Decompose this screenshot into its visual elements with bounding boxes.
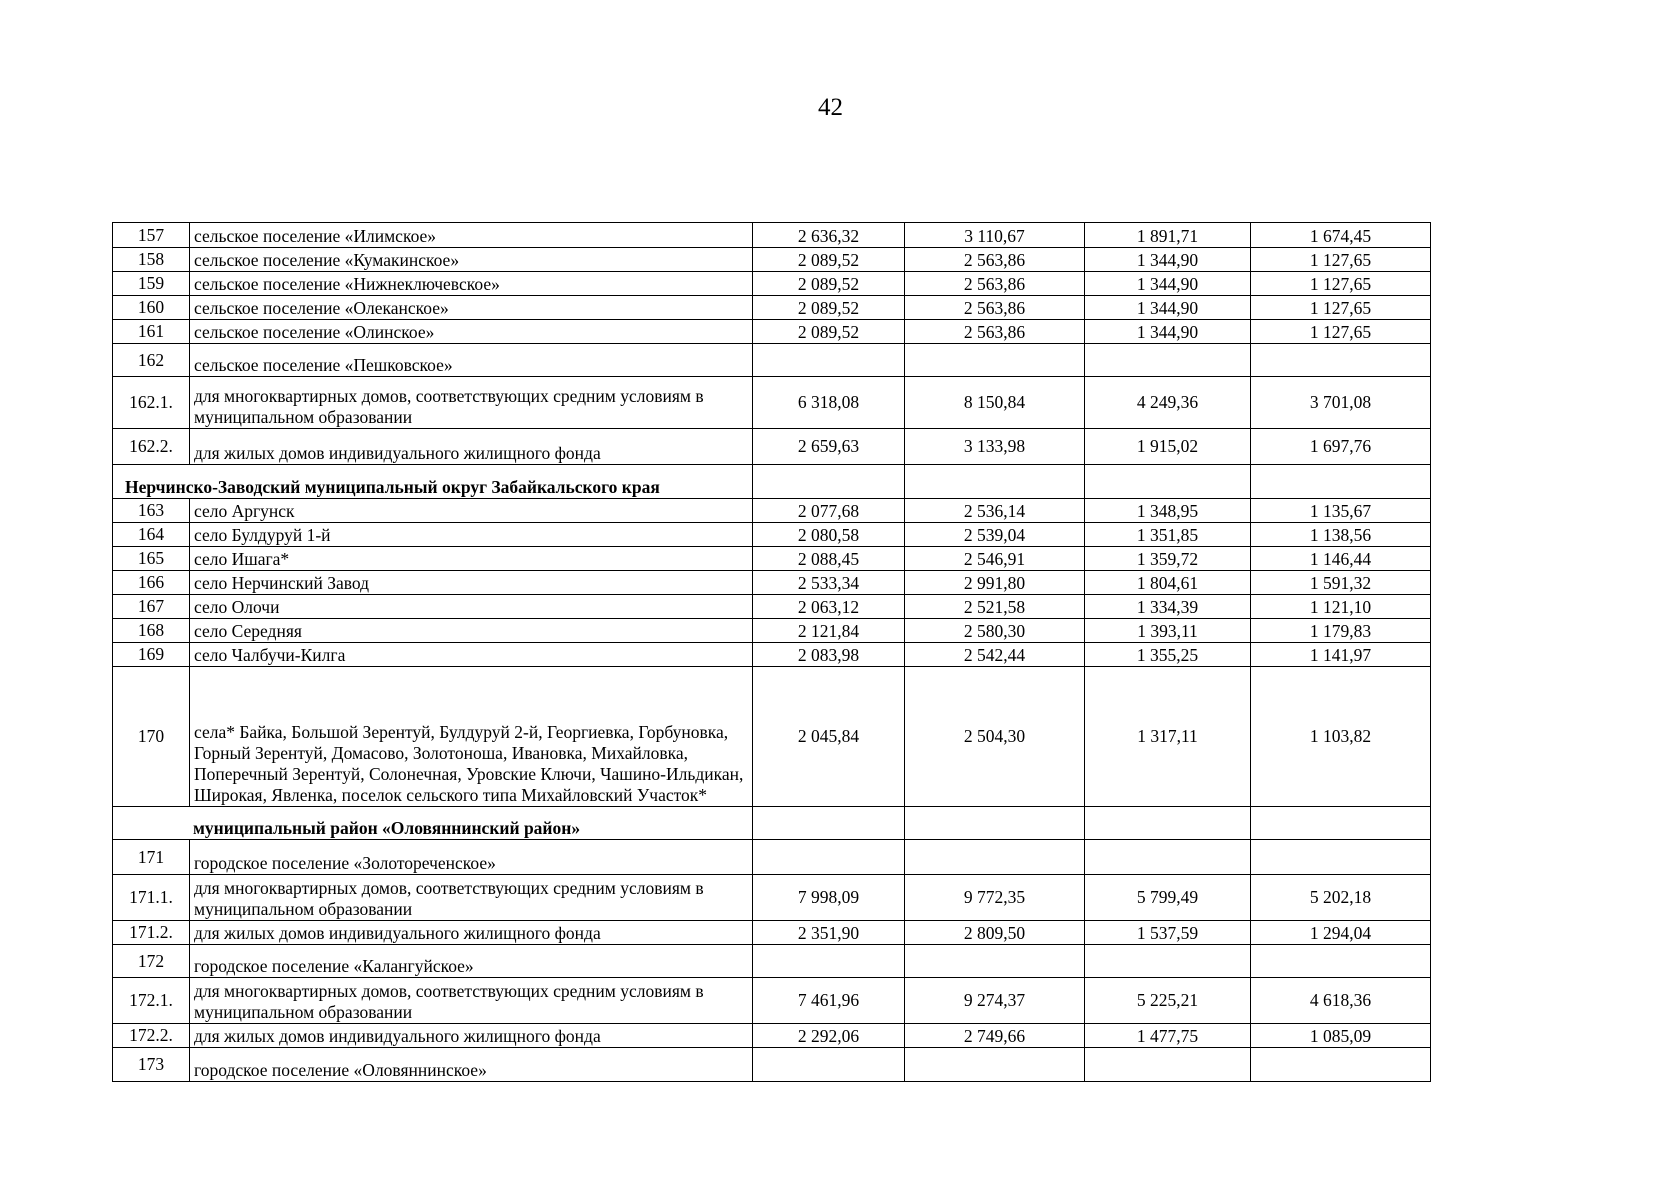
value-cell-1: 2 045,84 — [753, 667, 905, 807]
value-cell-1 — [753, 840, 905, 875]
value-cell-1: 6 318,08 — [753, 377, 905, 429]
empty-cell — [753, 807, 905, 840]
value-cell-1: 2 292,06 — [753, 1024, 905, 1048]
row-number: 159 — [113, 272, 190, 296]
empty-cell — [1251, 465, 1431, 499]
table-row — [113, 595, 1431, 619]
table-row — [113, 643, 1431, 667]
empty-cell — [1251, 807, 1431, 840]
value-cell-2: 9 274,37 — [905, 978, 1085, 1024]
settlement-name: для многоквартирных домов, соответствующих средним условиям в муниципальном образовании — [190, 978, 753, 1024]
empty-cell — [1085, 465, 1251, 499]
row-number: 172.1. — [113, 978, 190, 1024]
row-number: 161 — [113, 320, 190, 344]
row-number: 167 — [113, 595, 190, 619]
empty-cell — [905, 807, 1085, 840]
row-number: 171.2. — [113, 921, 190, 945]
value-cell-2: 2 563,86 — [905, 320, 1085, 344]
table-row — [113, 429, 1431, 465]
value-cell-3: 1 344,90 — [1085, 272, 1251, 296]
value-cell-1: 2 080,58 — [753, 523, 905, 547]
table-row — [113, 296, 1431, 320]
value-cell-3: 1 334,39 — [1085, 595, 1251, 619]
section-title: муниципальный район «Оловяннинский район» — [113, 807, 753, 840]
value-cell-4: 1 085,09 — [1251, 1024, 1431, 1048]
value-cell-2: 2 539,04 — [905, 523, 1085, 547]
value-cell-3: 1 393,11 — [1085, 619, 1251, 643]
value-cell-2: 2 546,91 — [905, 547, 1085, 571]
settlement-name: село Ишага* — [190, 547, 753, 571]
row-number: 168 — [113, 619, 190, 643]
table-row — [113, 1024, 1431, 1048]
row-number: 162 — [113, 344, 190, 377]
value-cell-2 — [905, 1048, 1085, 1082]
empty-cell — [753, 465, 905, 499]
value-cell-2 — [905, 344, 1085, 377]
tariff-table — [112, 222, 1431, 1082]
settlement-name: село Аргунск — [190, 499, 753, 523]
table-row — [113, 875, 1431, 921]
row-number: 165 — [113, 547, 190, 571]
table-row — [113, 667, 1431, 807]
settlement-name: село Булдуруй 1-й — [190, 523, 753, 547]
row-number: 173 — [113, 1048, 190, 1082]
value-cell-2: 9 772,35 — [905, 875, 1085, 921]
table-row — [113, 840, 1431, 875]
value-cell-3 — [1085, 1048, 1251, 1082]
value-cell-2: 2 809,50 — [905, 921, 1085, 945]
settlement-name: села* Байка, Большой Зерентуй, Булдуруй 2-й, Георгиевка, Горбуновка, Горный Зерентуй, Домасово, Золотоноша, Ивановка, Михайловка, Поперечный Зерентуй, Солонечная, Уровские Ключи, Чашино-Ильдикан, Широкая, Явленка, поселок сельского типа Михайловский Участок* — [190, 667, 753, 807]
value-cell-4 — [1251, 344, 1431, 377]
table-row — [113, 571, 1431, 595]
value-cell-3: 1 915,02 — [1085, 429, 1251, 465]
value-cell-2 — [905, 945, 1085, 978]
table-row — [113, 272, 1431, 296]
value-cell-3: 4 249,36 — [1085, 377, 1251, 429]
table-row — [113, 547, 1431, 571]
table-row — [113, 945, 1431, 978]
row-number: 158 — [113, 248, 190, 272]
row-number: 157 — [113, 223, 190, 248]
row-number: 163 — [113, 499, 190, 523]
value-cell-1: 7 461,96 — [753, 978, 905, 1024]
value-cell-3: 1 355,25 — [1085, 643, 1251, 667]
row-number: 171 — [113, 840, 190, 875]
value-cell-2: 3 110,67 — [905, 223, 1085, 248]
row-number: 164 — [113, 523, 190, 547]
settlement-name: для жилых домов индивидуального жилищного фонда — [190, 429, 753, 465]
value-cell-4: 1 179,83 — [1251, 619, 1431, 643]
value-cell-1: 2 121,84 — [753, 619, 905, 643]
settlement-name: для жилых домов индивидуального жилищного фонда — [190, 1024, 753, 1048]
value-cell-4: 1 127,65 — [1251, 320, 1431, 344]
section-title: Нерчинско-Заводский муниципальный округ Забайкальского края — [113, 465, 753, 499]
value-cell-2: 2 563,86 — [905, 248, 1085, 272]
value-cell-1: 2 089,52 — [753, 320, 905, 344]
row-number: 160 — [113, 296, 190, 320]
page-number: 42 — [818, 94, 843, 121]
value-cell-3: 1 351,85 — [1085, 523, 1251, 547]
table-row — [113, 978, 1431, 1024]
value-cell-4: 1 103,82 — [1251, 667, 1431, 807]
value-cell-4: 1 121,10 — [1251, 595, 1431, 619]
value-cell-1 — [753, 945, 905, 978]
value-cell-4: 1 127,65 — [1251, 296, 1431, 320]
value-cell-1: 2 089,52 — [753, 296, 905, 320]
value-cell-2: 2 504,30 — [905, 667, 1085, 807]
value-cell-3: 1 348,95 — [1085, 499, 1251, 523]
settlement-name: село Середняя — [190, 619, 753, 643]
value-cell-1: 2 636,32 — [753, 223, 905, 248]
value-cell-1: 2 088,45 — [753, 547, 905, 571]
value-cell-2: 3 133,98 — [905, 429, 1085, 465]
row-number: 169 — [113, 643, 190, 667]
value-cell-1: 2 089,52 — [753, 272, 905, 296]
table-row — [113, 248, 1431, 272]
row-number: 166 — [113, 571, 190, 595]
table-row — [113, 499, 1431, 523]
value-cell-2: 2 580,30 — [905, 619, 1085, 643]
value-cell-3: 5 799,49 — [1085, 875, 1251, 921]
settlement-name: городское поселение «Оловяннинское» — [190, 1048, 753, 1082]
value-cell-3: 5 225,21 — [1085, 978, 1251, 1024]
value-cell-3: 1 477,75 — [1085, 1024, 1251, 1048]
value-cell-1: 2 089,52 — [753, 248, 905, 272]
value-cell-3: 1 317,11 — [1085, 667, 1251, 807]
value-cell-3: 1 344,90 — [1085, 248, 1251, 272]
value-cell-4: 1 127,65 — [1251, 272, 1431, 296]
settlement-name: село Нерчинский Завод — [190, 571, 753, 595]
value-cell-1: 2 077,68 — [753, 499, 905, 523]
row-number: 172.2. — [113, 1024, 190, 1048]
table-row — [113, 377, 1431, 429]
value-cell-4: 1 697,76 — [1251, 429, 1431, 465]
value-cell-3 — [1085, 344, 1251, 377]
value-cell-3: 1 344,90 — [1085, 320, 1251, 344]
empty-cell — [905, 465, 1085, 499]
value-cell-2: 2 563,86 — [905, 272, 1085, 296]
settlement-name: сельское поселение «Олеканское» — [190, 296, 753, 320]
settlement-name: сельское поселение «Кумакинское» — [190, 248, 753, 272]
value-cell-3: 1 891,71 — [1085, 223, 1251, 248]
value-cell-4: 1 135,67 — [1251, 499, 1431, 523]
row-number: 162.1. — [113, 377, 190, 429]
value-cell-1: 2 063,12 — [753, 595, 905, 619]
value-cell-2 — [905, 840, 1085, 875]
value-cell-4 — [1251, 945, 1431, 978]
value-cell-2: 2 521,58 — [905, 595, 1085, 619]
value-cell-2: 2 536,14 — [905, 499, 1085, 523]
value-cell-2: 2 563,86 — [905, 296, 1085, 320]
value-cell-4: 5 202,18 — [1251, 875, 1431, 921]
value-cell-3: 1 804,61 — [1085, 571, 1251, 595]
value-cell-4: 4 618,36 — [1251, 978, 1431, 1024]
settlement-name: сельское поселение «Пешковское» — [190, 344, 753, 377]
value-cell-2: 8 150,84 — [905, 377, 1085, 429]
value-cell-4: 3 701,08 — [1251, 377, 1431, 429]
settlement-name: для многоквартирных домов, соответствующих средним условиям в муниципальном образовании — [190, 875, 753, 921]
table-row — [113, 619, 1431, 643]
value-cell-4: 1 591,32 — [1251, 571, 1431, 595]
table-row — [113, 1048, 1431, 1082]
value-cell-1: 2 351,90 — [753, 921, 905, 945]
value-cell-3 — [1085, 840, 1251, 875]
settlement-name: сельское поселение «Илимское» — [190, 223, 753, 248]
settlement-name: городское поселение «Золотореченское» — [190, 840, 753, 875]
value-cell-4: 1 127,65 — [1251, 248, 1431, 272]
row-number: 172 — [113, 945, 190, 978]
table-row — [113, 344, 1431, 377]
value-cell-3: 1 344,90 — [1085, 296, 1251, 320]
empty-cell — [1085, 807, 1251, 840]
value-cell-4: 1 146,44 — [1251, 547, 1431, 571]
row-number: 170 — [113, 667, 190, 807]
section-header-row — [113, 465, 1431, 499]
value-cell-4: 1 294,04 — [1251, 921, 1431, 945]
value-cell-4 — [1251, 840, 1431, 875]
value-cell-4: 1 141,97 — [1251, 643, 1431, 667]
value-cell-4 — [1251, 1048, 1431, 1082]
table-row — [113, 320, 1431, 344]
settlement-name: село Олочи — [190, 595, 753, 619]
value-cell-3: 1 537,59 — [1085, 921, 1251, 945]
value-cell-1: 2 659,63 — [753, 429, 905, 465]
row-number: 171.1. — [113, 875, 190, 921]
row-number: 162.2. — [113, 429, 190, 465]
settlement-name: сельское поселение «Олинское» — [190, 320, 753, 344]
settlement-name: сельское поселение «Нижнеключевское» — [190, 272, 753, 296]
value-cell-3 — [1085, 945, 1251, 978]
value-cell-2: 2 542,44 — [905, 643, 1085, 667]
value-cell-1 — [753, 344, 905, 377]
value-cell-1: 2 083,98 — [753, 643, 905, 667]
table-row — [113, 223, 1431, 248]
table-row — [113, 523, 1431, 547]
value-cell-1 — [753, 1048, 905, 1082]
value-cell-1: 7 998,09 — [753, 875, 905, 921]
value-cell-4: 1 138,56 — [1251, 523, 1431, 547]
settlement-name: село Чалбучи-Килга — [190, 643, 753, 667]
table-row — [113, 921, 1431, 945]
value-cell-2: 2 991,80 — [905, 571, 1085, 595]
section-header-row — [113, 807, 1431, 840]
settlement-name: городское поселение «Калангуйское» — [190, 945, 753, 978]
value-cell-2: 2 749,66 — [905, 1024, 1085, 1048]
value-cell-1: 2 533,34 — [753, 571, 905, 595]
settlement-name: для многоквартирных домов, соответствующих средним условиям в муниципальном образовании — [190, 377, 753, 429]
settlement-name: для жилых домов индивидуального жилищного фонда — [190, 921, 753, 945]
value-cell-3: 1 359,72 — [1085, 547, 1251, 571]
value-cell-4: 1 674,45 — [1251, 223, 1431, 248]
